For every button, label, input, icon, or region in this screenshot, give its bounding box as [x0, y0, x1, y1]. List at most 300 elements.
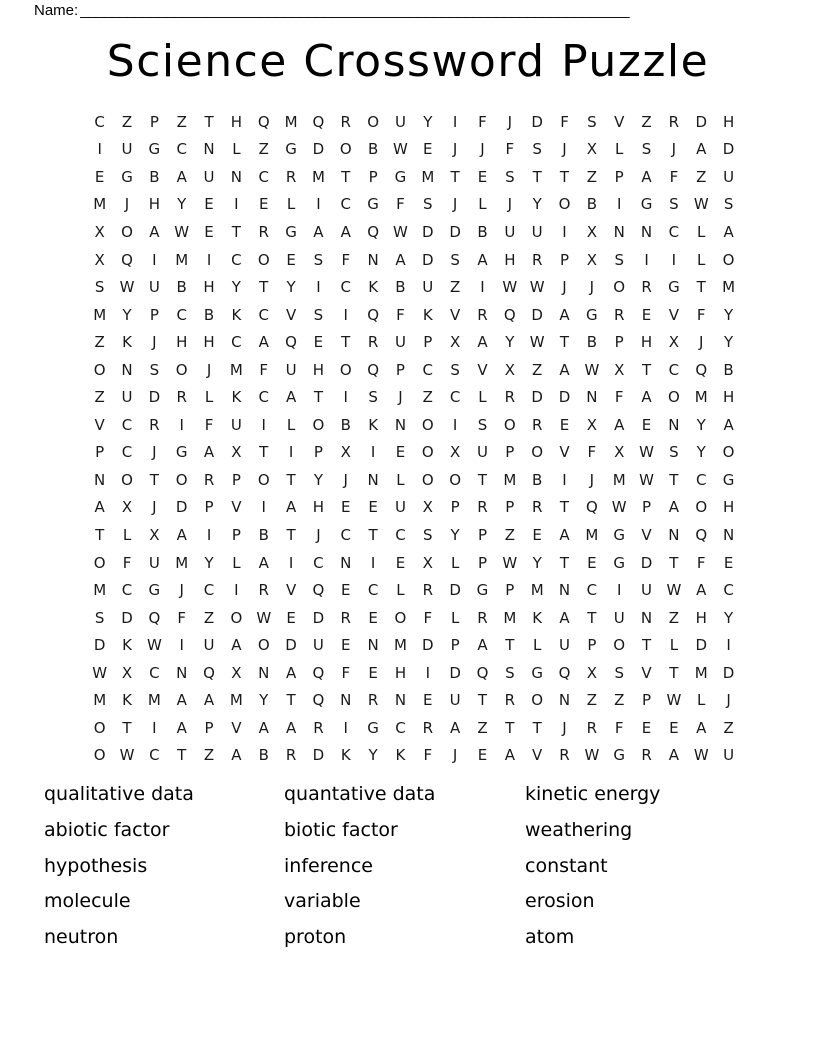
grid-cell[interactable]: U [476, 443, 488, 462]
word-list-item[interactable]: hypothesis [44, 854, 148, 877]
grid-cell[interactable]: N [203, 140, 215, 159]
grid-cell[interactable]: I [288, 443, 294, 462]
grid-cell[interactable]: Q [203, 663, 215, 682]
grid-cell[interactable]: N [640, 608, 653, 627]
grid-cell[interactable]: O [394, 608, 407, 627]
grid-cell[interactable]: U [394, 333, 406, 352]
grid-cell[interactable]: E [723, 553, 734, 572]
grid-cell[interactable]: E [368, 608, 378, 627]
grid-cell[interactable]: P [231, 525, 241, 544]
grid-cell[interactable]: N [613, 222, 625, 241]
grid-cell[interactable]: I [316, 195, 321, 214]
grid-cell[interactable]: U [285, 360, 297, 379]
grid-cell[interactable]: T [231, 222, 241, 241]
grid-cell[interactable]: J [452, 140, 458, 159]
word-list-item[interactable]: atom [525, 926, 575, 949]
grid-cell[interactable]: I [179, 415, 184, 434]
word-list-item[interactable]: abiotic factor [44, 818, 170, 841]
grid-cell[interactable]: E [641, 305, 652, 324]
grid-cell[interactable]: C [340, 525, 351, 544]
grid-cell[interactable]: J [507, 112, 513, 131]
grid-cell[interactable]: I [288, 553, 294, 572]
grid-cell[interactable]: X [422, 553, 433, 572]
grid-cell[interactable]: C [313, 553, 324, 572]
grid-cell[interactable]: U [723, 746, 735, 765]
grid-cell[interactable]: D [312, 608, 325, 627]
grid-cell[interactable]: C [668, 222, 680, 241]
grid-cell[interactable]: Z [258, 140, 269, 159]
grid-cell[interactable]: M [229, 691, 243, 710]
grid-cell[interactable]: U [394, 498, 406, 517]
grid-cell[interactable]: Z [176, 112, 187, 131]
word-list-item[interactable]: variable [284, 890, 361, 913]
grid-cell[interactable]: A [149, 222, 160, 241]
grid-cell[interactable]: W [666, 581, 682, 600]
grid-cell[interactable]: P [642, 691, 652, 710]
grid-cell[interactable]: E [423, 140, 433, 159]
grid-cell[interactable]: O [722, 250, 735, 269]
grid-cell[interactable]: Y [423, 112, 433, 131]
grid-cell[interactable]: N [230, 167, 242, 186]
grid-cell[interactable]: C [121, 415, 133, 434]
grid-cell[interactable]: A [696, 581, 707, 600]
grid-cell[interactable]: O [230, 608, 243, 627]
grid-cell[interactable]: D [449, 222, 461, 241]
grid-cell[interactable]: Y [696, 443, 706, 462]
grid-cell[interactable]: U [613, 608, 625, 627]
grid-cell[interactable]: Y [231, 278, 241, 297]
grid-cell[interactable]: I [480, 278, 485, 297]
grid-cell[interactable]: L [450, 608, 460, 627]
grid-cell[interactable]: I [152, 718, 157, 737]
grid-cell[interactable]: A [176, 167, 187, 186]
grid-cell[interactable]: X [450, 333, 461, 352]
word-list-item[interactable]: weathering [525, 818, 633, 841]
grid-cell[interactable]: I [562, 470, 567, 489]
grid-cell[interactable]: G [613, 746, 626, 765]
grid-cell[interactable]: P [313, 443, 323, 462]
grid-cell[interactable]: T [587, 608, 597, 627]
grid-cell[interactable]: A [723, 415, 734, 434]
grid-cell[interactable]: D [121, 608, 133, 627]
grid-cell[interactable]: O [312, 415, 325, 434]
grid-cell[interactable]: A [176, 691, 187, 710]
grid-cell[interactable]: D [312, 746, 325, 765]
grid-cell[interactable]: H [394, 663, 407, 682]
grid-cell[interactable]: C [422, 360, 434, 379]
grid-cell[interactable]: T [286, 691, 296, 710]
grid-cell[interactable]: C [176, 305, 187, 324]
grid-cell[interactable]: R [531, 498, 543, 517]
grid-cell[interactable]: D [449, 663, 461, 682]
grid-cell[interactable]: V [614, 112, 625, 131]
grid-cell[interactable]: E [395, 553, 406, 572]
grid-cell[interactable]: A [696, 718, 707, 737]
grid-cell[interactable]: C [723, 581, 734, 600]
grid-cell[interactable]: L [450, 553, 460, 572]
grid-cell[interactable]: I [616, 581, 622, 600]
grid-cell[interactable]: G [586, 305, 598, 324]
word-list-item[interactable]: qualitative data [44, 783, 194, 805]
grid-cell[interactable]: R [641, 746, 652, 765]
grid-cell[interactable]: X [504, 360, 515, 379]
grid-cell[interactable]: D [722, 663, 735, 682]
word-list-item[interactable]: quantative data [284, 783, 436, 805]
grid-cell[interactable]: V [532, 746, 543, 765]
grid-cell[interactable]: M [229, 360, 243, 379]
grid-cell[interactable]: J [589, 278, 595, 297]
grid-cell[interactable]: Q [121, 250, 133, 269]
grid-cell[interactable]: T [204, 112, 214, 131]
grid-cell[interactable]: I [452, 112, 458, 131]
grid-cell[interactable]: P [204, 718, 214, 737]
grid-cell[interactable]: R [258, 581, 269, 600]
grid-cell[interactable]: A [477, 636, 488, 655]
grid-cell[interactable]: S [94, 278, 105, 297]
grid-cell[interactable]: D [558, 388, 571, 407]
grid-cell[interactable]: M [93, 305, 107, 324]
grid-cell[interactable]: H [312, 360, 325, 379]
grid-cell[interactable]: T [477, 470, 488, 489]
grid-cell[interactable]: I [343, 718, 348, 737]
grid-cell[interactable]: P [204, 498, 214, 517]
grid-cell[interactable]: S [614, 663, 624, 682]
grid-cell[interactable]: D [449, 581, 461, 600]
grid-cell[interactable]: E [641, 718, 652, 737]
grid-cell[interactable]: E [286, 608, 296, 627]
grid-cell[interactable]: J [452, 746, 458, 765]
grid-cell[interactable]: J [589, 470, 595, 489]
grid-cell[interactable]: P [231, 470, 241, 489]
word-list-item[interactable]: kinetic energy [525, 783, 661, 805]
grid-cell[interactable]: P [477, 553, 487, 572]
grid-cell[interactable]: W [639, 470, 654, 489]
grid-cell[interactable]: R [586, 718, 598, 737]
grid-cell[interactable]: O [339, 360, 352, 379]
grid-cell[interactable]: M [722, 278, 736, 297]
grid-cell[interactable]: Y [532, 195, 542, 214]
grid-cell[interactable]: P [505, 581, 515, 600]
grid-cell[interactable]: A [477, 250, 488, 269]
grid-cell[interactable]: D [175, 498, 188, 517]
grid-cell[interactable]: E [423, 691, 433, 710]
grid-cell[interactable]: U [121, 140, 133, 159]
grid-cell[interactable]: U [422, 278, 434, 297]
grid-cell[interactable]: J [152, 498, 157, 517]
grid-cell[interactable]: R [285, 167, 297, 186]
grid-cell[interactable]: Z [94, 333, 105, 352]
grid-cell[interactable]: X [586, 415, 597, 434]
grid-cell[interactable]: R [149, 415, 160, 434]
grid-cell[interactable]: J [124, 195, 130, 214]
grid-cell[interactable]: A [94, 498, 105, 517]
grid-cell[interactable]: S [313, 305, 324, 324]
grid-cell[interactable]: P [368, 167, 378, 186]
grid-cell[interactable]: F [423, 608, 433, 627]
grid-cell[interactable]: H [312, 498, 325, 517]
grid-cell[interactable]: C [340, 278, 351, 297]
grid-cell[interactable]: A [313, 222, 324, 241]
grid-cell[interactable]: T [95, 525, 105, 544]
grid-cell[interactable]: W [529, 278, 545, 297]
grid-cell[interactable]: E [368, 498, 378, 517]
grid-cell[interactable]: A [723, 222, 734, 241]
grid-cell[interactable]: E [587, 553, 597, 572]
grid-cell[interactable]: Q [312, 663, 325, 682]
grid-cell[interactable]: J [152, 443, 157, 462]
grid-cell[interactable]: I [425, 663, 431, 682]
grid-cell[interactable]: M [503, 608, 517, 627]
grid-cell[interactable]: T [259, 443, 269, 462]
grid-cell[interactable]: K [231, 305, 242, 324]
grid-cell[interactable]: R [477, 305, 488, 324]
grid-cell[interactable]: C [149, 663, 160, 682]
grid-cell[interactable]: Z [121, 112, 133, 131]
grid-cell[interactable]: I [343, 388, 348, 407]
grid-cell[interactable]: I [616, 195, 622, 214]
grid-cell[interactable]: M [93, 691, 107, 710]
grid-cell[interactable]: Y [177, 195, 187, 214]
grid-cell[interactable]: J [699, 333, 704, 352]
grid-cell[interactable]: M [530, 581, 544, 600]
grid-cell[interactable]: P [95, 443, 105, 462]
grid-cell[interactable]: W [693, 195, 709, 214]
grid-cell[interactable]: Q [257, 112, 270, 131]
grid-cell[interactable]: U [312, 636, 324, 655]
grid-cell[interactable]: T [641, 636, 652, 655]
grid-cell[interactable]: D [531, 305, 543, 324]
grid-cell[interactable]: O [257, 636, 270, 655]
grid-cell[interactable]: P [505, 443, 515, 462]
grid-cell[interactable]: L [697, 250, 706, 269]
grid-cell[interactable]: F [505, 140, 515, 159]
grid-cell[interactable]: E [94, 167, 105, 186]
grid-cell[interactable]: D [422, 636, 434, 655]
grid-cell[interactable]: O [257, 470, 270, 489]
grid-cell[interactable]: U [641, 581, 653, 600]
grid-cell[interactable]: E [368, 663, 378, 682]
grid-cell[interactable]: G [722, 470, 735, 489]
grid-cell[interactable]: A [559, 305, 570, 324]
grid-cell[interactable]: W [639, 443, 654, 462]
grid-cell[interactable]: J [562, 278, 567, 297]
grid-cell[interactable]: P [423, 333, 433, 352]
grid-cell[interactable]: K [122, 691, 132, 710]
grid-cell[interactable]: X [586, 663, 597, 682]
grid-cell[interactable]: Q [367, 222, 380, 241]
grid-cell[interactable]: T [341, 167, 351, 186]
grid-cell[interactable]: Z [203, 608, 215, 627]
grid-cell[interactable]: P [505, 498, 515, 517]
grid-cell[interactable]: Q [367, 305, 380, 324]
grid-cell[interactable]: H [722, 388, 735, 407]
grid-cell[interactable]: I [206, 525, 212, 544]
grid-cell[interactable]: O [695, 498, 708, 517]
grid-cell[interactable]: E [341, 636, 351, 655]
grid-cell[interactable]: J [480, 140, 485, 159]
grid-cell[interactable]: B [586, 195, 597, 214]
grid-cell[interactable]: Y [723, 305, 734, 324]
grid-cell[interactable]: X [614, 443, 625, 462]
grid-cell[interactable]: Y [313, 470, 323, 489]
grid-cell[interactable]: S [477, 415, 488, 434]
grid-cell[interactable]: M [93, 195, 107, 214]
grid-cell[interactable]: L [396, 470, 405, 489]
grid-cell[interactable]: W [119, 278, 135, 297]
grid-cell[interactable]: W [529, 333, 545, 352]
grid-cell[interactable]: I [370, 553, 376, 572]
grid-cell[interactable]: E [258, 195, 269, 214]
grid-cell[interactable]: X [340, 443, 351, 462]
grid-cell[interactable]: E [669, 718, 679, 737]
grid-cell[interactable]: J [671, 140, 677, 159]
grid-cell[interactable]: K [368, 415, 379, 434]
grid-cell[interactable]: X [422, 498, 433, 517]
grid-cell[interactable]: G [285, 140, 297, 159]
grid-cell[interactable]: Z [641, 112, 652, 131]
grid-cell[interactable]: N [176, 663, 188, 682]
grid-cell[interactable]: F [341, 250, 351, 269]
grid-cell[interactable]: O [613, 278, 626, 297]
grid-cell[interactable]: H [504, 250, 516, 269]
grid-cell[interactable]: D [531, 388, 543, 407]
grid-cell[interactable]: J [452, 195, 458, 214]
grid-cell[interactable]: I [671, 250, 677, 269]
grid-cell[interactable]: R [504, 691, 516, 710]
grid-cell[interactable]: P [395, 360, 405, 379]
grid-cell[interactable]: R [477, 608, 488, 627]
grid-cell[interactable]: J [316, 525, 321, 544]
grid-cell[interactable]: Q [695, 360, 708, 379]
grid-cell[interactable]: O [175, 360, 188, 379]
grid-cell[interactable]: C [668, 360, 680, 379]
grid-cell[interactable]: E [286, 250, 296, 269]
grid-cell[interactable]: A [641, 167, 652, 186]
grid-cell[interactable]: L [286, 415, 296, 434]
grid-cell[interactable]: D [312, 140, 325, 159]
grid-cell[interactable]: N [367, 250, 379, 269]
grid-cell[interactable]: E [341, 581, 351, 600]
grid-cell[interactable]: Q [558, 663, 571, 682]
grid-cell[interactable]: I [644, 250, 649, 269]
grid-cell[interactable]: S [587, 112, 597, 131]
grid-cell[interactable]: I [97, 140, 102, 159]
grid-cell[interactable]: A [258, 333, 269, 352]
grid-cell[interactable]: D [93, 636, 106, 655]
grid-cell[interactable]: L [478, 388, 487, 407]
grid-cell[interactable]: Q [312, 691, 325, 710]
grid-cell[interactable]: E [395, 443, 406, 462]
grid-cell[interactable]: P [149, 112, 159, 131]
grid-cell[interactable]: L [286, 195, 296, 214]
grid-cell[interactable]: D [695, 112, 708, 131]
grid-cell[interactable]: C [258, 167, 269, 186]
grid-cell[interactable]: A [477, 333, 488, 352]
grid-cell[interactable]: T [696, 278, 706, 297]
grid-cell[interactable]: F [696, 553, 706, 572]
grid-cell[interactable]: Z [696, 167, 707, 186]
grid-cell[interactable]: C [258, 305, 269, 324]
grid-cell[interactable]: U [723, 167, 735, 186]
grid-cell[interactable]: F [614, 718, 624, 737]
grid-cell[interactable]: A [231, 746, 242, 765]
grid-cell[interactable]: X [614, 360, 625, 379]
grid-cell[interactable]: G [640, 195, 653, 214]
grid-cell[interactable]: E [204, 195, 214, 214]
grid-cell[interactable]: P [450, 636, 460, 655]
grid-cell[interactable]: O [121, 470, 133, 489]
grid-cell[interactable]: O [339, 140, 352, 159]
grid-cell[interactable]: A [176, 525, 187, 544]
grid-cell[interactable]: D [722, 140, 735, 159]
grid-cell[interactable]: Y [723, 608, 734, 627]
grid-cell[interactable]: F [177, 608, 187, 627]
grid-cell[interactable]: O [93, 718, 106, 737]
grid-cell[interactable]: C [94, 112, 105, 131]
grid-cell[interactable]: Y [532, 553, 542, 572]
grid-cell[interactable]: Y [450, 525, 460, 544]
grid-cell[interactable]: P [614, 333, 624, 352]
grid-cell[interactable]: W [693, 746, 709, 765]
grid-cell[interactable]: U [394, 112, 406, 131]
grid-cell[interactable]: M [175, 553, 189, 572]
grid-cell[interactable]: C [258, 388, 269, 407]
grid-cell[interactable]: O [421, 443, 434, 462]
grid-cell[interactable]: A [285, 498, 297, 517]
grid-cell[interactable]: R [367, 691, 379, 710]
grid-cell[interactable]: M [612, 470, 626, 489]
grid-cell[interactable]: P [149, 305, 159, 324]
grid-cell[interactable]: K [231, 388, 242, 407]
grid-cell[interactable]: I [152, 250, 157, 269]
grid-cell[interactable]: L [396, 581, 405, 600]
grid-cell[interactable]: I [562, 222, 567, 241]
grid-cell[interactable]: X [231, 443, 242, 462]
grid-cell[interactable]: Z [586, 167, 597, 186]
grid-cell[interactable]: Z [723, 718, 734, 737]
grid-cell[interactable]: D [695, 636, 708, 655]
grid-cell[interactable]: C [176, 140, 187, 159]
grid-cell[interactable]: N [121, 360, 133, 379]
grid-cell[interactable]: V [231, 498, 242, 517]
grid-cell[interactable]: S [641, 140, 652, 159]
grid-cell[interactable]: N [258, 663, 270, 682]
grid-cell[interactable]: N [367, 636, 379, 655]
grid-cell[interactable]: C [695, 470, 707, 489]
grid-cell[interactable]: F [560, 112, 569, 131]
grid-cell[interactable]: N [94, 470, 106, 489]
grid-cell[interactable]: U [230, 415, 242, 434]
grid-cell[interactable]: G [476, 581, 489, 600]
grid-cell[interactable]: Z [586, 691, 597, 710]
grid-cell[interactable]: M [93, 581, 107, 600]
grid-cell[interactable]: M [175, 250, 189, 269]
grid-cell[interactable]: R [531, 415, 543, 434]
grid-cell[interactable]: A [559, 525, 570, 544]
grid-cell[interactable]: R [422, 581, 434, 600]
grid-cell[interactable]: G [613, 525, 626, 544]
grid-cell[interactable]: O [558, 195, 571, 214]
grid-cell[interactable]: N [558, 581, 571, 600]
grid-cell[interactable]: M [311, 167, 325, 186]
grid-cell[interactable]: F [122, 553, 132, 572]
grid-cell[interactable]: D [422, 222, 434, 241]
grid-cell[interactable]: O [93, 746, 106, 765]
grid-cell[interactable]: S [532, 140, 542, 159]
grid-cell[interactable]: X [94, 250, 105, 269]
grid-cell[interactable]: Y [368, 746, 378, 765]
grid-cell[interactable]: H [176, 333, 188, 352]
